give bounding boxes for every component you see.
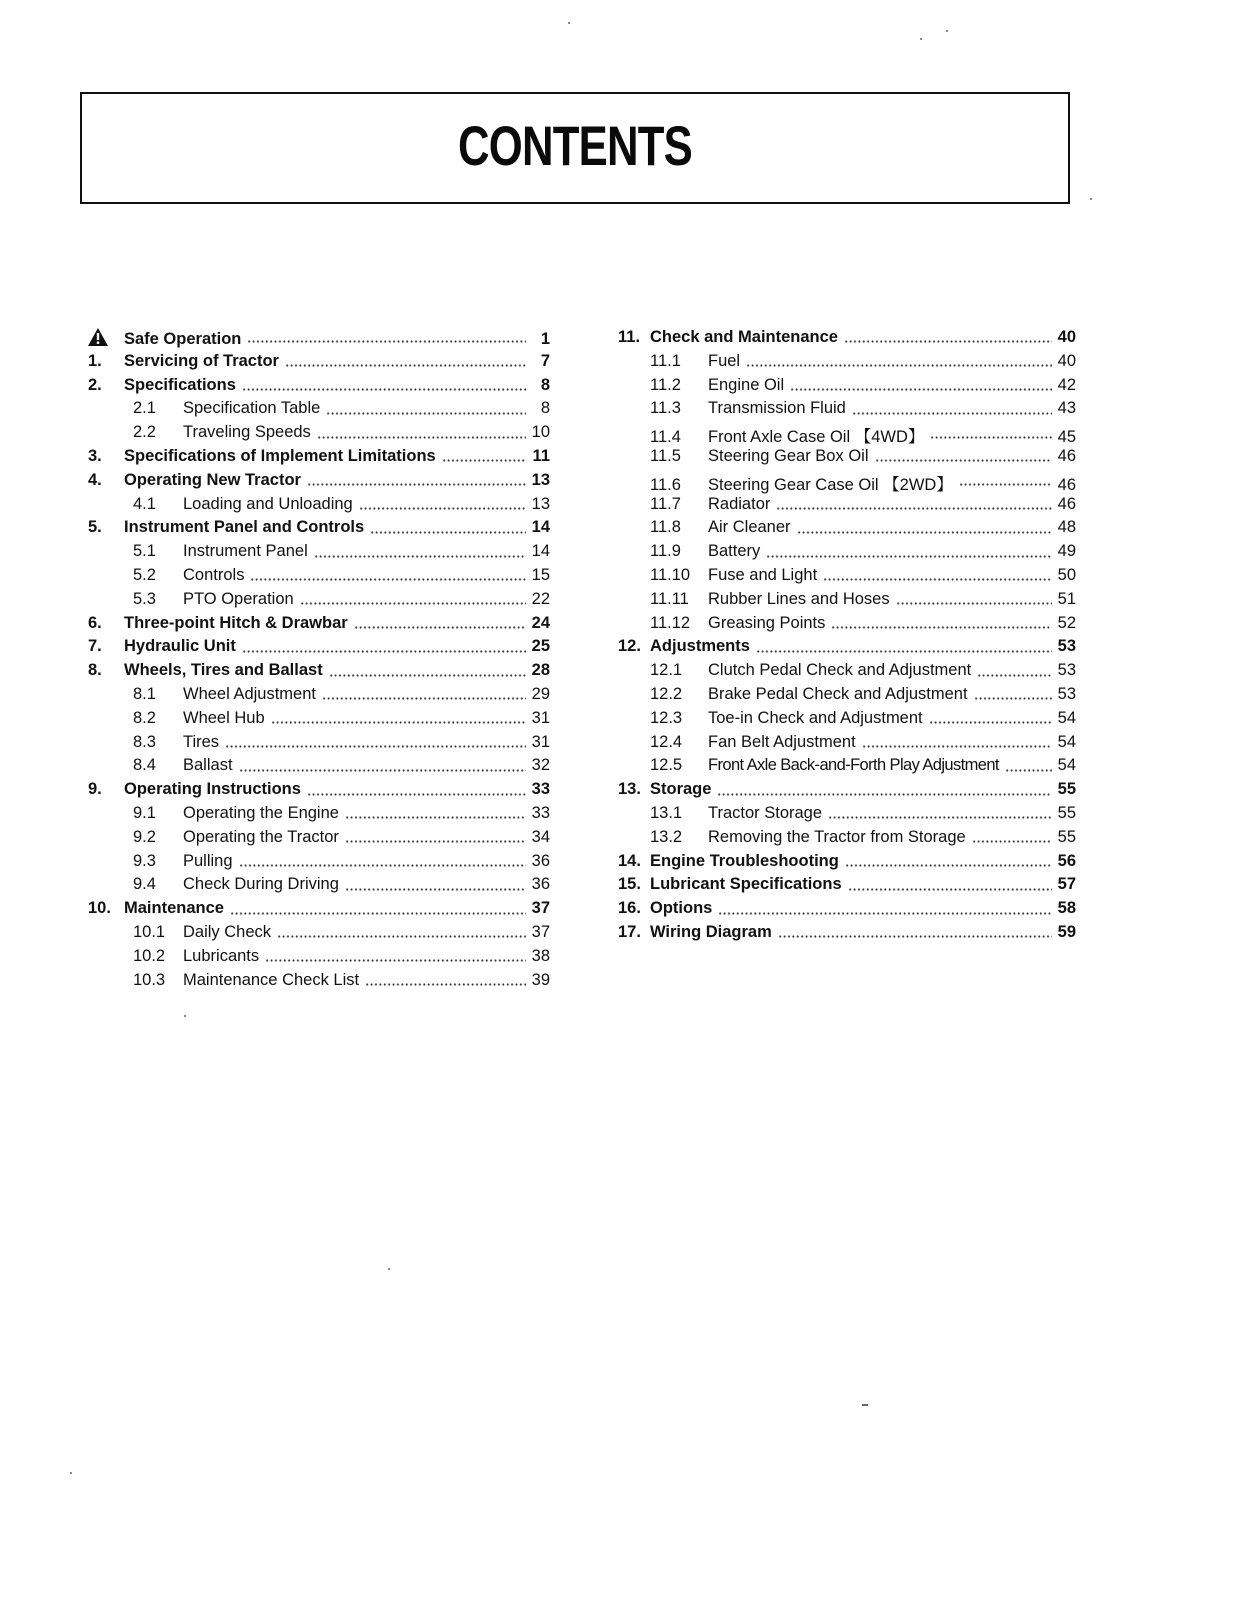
toc-section-entry[interactable] [618,447,1076,471]
warning-triangle-icon [88,328,124,349]
toc-entry-label: Check During Driving [183,875,339,894]
toc-entry-page-number: 46 [1057,446,1076,465]
toc-chapter-entry[interactable] [88,661,550,685]
toc-entry-number: 11.4 [650,428,681,447]
dot-leader [250,578,525,581]
toc-section-entry[interactable] [618,590,1076,614]
toc-entry-label: Operating Instructions [124,780,301,799]
toc-entry-label: Loading and Unloading [183,494,353,513]
toc-chapter-entry[interactable] [618,780,1076,804]
toc-entry-label: Adjustments [650,637,750,656]
toc-entry-page-number: 45 [1057,428,1076,447]
scan-speck [946,30,948,32]
toc-section-entry[interactable] [618,685,1076,709]
toc-entry-page-number: 55 [1057,803,1076,822]
toc-entry-page-number: 36 [531,851,550,870]
toc-entry-page-number: 8 [540,399,550,418]
toc-entry-number: 9.1 [133,803,156,822]
toc-chapter-entry[interactable] [88,471,550,495]
dot-leader [277,935,526,938]
toc-entry-label: Toe-in Check and Adjustment [708,708,923,727]
dot-leader [247,340,526,343]
toc-entry-number: 9.2 [133,827,156,846]
dot-leader [845,864,1052,867]
toc-section-entry[interactable] [88,566,550,590]
toc-entry-label: Instrument Panel [183,542,308,561]
toc-entry-number: 12. [618,637,641,656]
toc-entry-number: 11.8 [650,518,681,537]
toc-entry-page-number: 52 [1057,613,1076,632]
toc-section-entry[interactable] [88,709,550,733]
toc-entry-label: Servicing of Tractor [124,351,279,370]
toc-chapter-entry[interactable] [88,780,550,804]
toc-entry-page-number: 42 [1057,375,1076,394]
toc-section-entry[interactable] [618,566,1076,590]
dot-leader [317,436,526,439]
toc-entry-number: 8.4 [133,756,156,775]
toc-entry-label: Specification Table [183,399,321,418]
scan-speck [184,1015,186,1017]
toc-entry-label: Instrument Panel and Controls [124,518,365,537]
toc-entry-page-number: 40 [1057,351,1076,370]
dot-leader [242,388,526,391]
toc-entry-label: Steering Gear Case Oil 【2WD】 [708,475,953,494]
toc-entry-page-number: 46 [1057,475,1076,494]
toc-entry-label: Wiring Diagram [650,922,772,941]
toc-section-entry[interactable] [618,542,1076,566]
toc-entry-label: Fuse and Light [708,565,818,584]
toc-entry-label: Operating New Tractor [124,470,301,489]
toc-entry-number: 8. [88,661,102,680]
toc-section-entry[interactable] [618,828,1076,852]
toc-entry-page-number: 31 [531,732,550,751]
toc-entry-page-number: 14 [531,518,550,537]
toc-entry-label: Controls [183,565,245,584]
toc-chapter-entry[interactable] [618,899,1076,923]
toc-entry-label: Operating the Engine [183,803,339,822]
toc-entry-number: 17. [618,922,641,941]
dot-leader [875,459,1052,462]
toc-entry-number: 11. [618,328,641,346]
toc-entry-number: 11.12 [650,613,691,632]
scan-speck [862,1404,868,1406]
dot-leader [239,769,526,772]
toc-entry-number: 6. [88,613,102,632]
scan-speck [70,1472,72,1474]
toc-entry-number: 11.6 [650,475,681,494]
toc-entry-number: 15. [618,875,641,894]
dot-leader [718,912,1051,915]
toc-section-entry[interactable] [88,423,550,447]
toc-entry-number: 5.1 [133,542,156,561]
dot-leader [345,840,526,843]
dot-leader [265,959,526,962]
toc-section-entry[interactable] [618,661,1076,685]
toc-entry-label: Pulling [183,851,233,870]
toc-chapter-entry[interactable] [618,328,1076,352]
toc-entry-label: Storage [650,780,712,799]
toc-entry-label: Wheels, Tires and Ballast [124,661,323,680]
toc-entry-number: 11.2 [650,375,681,394]
toc-entry-page-number: 55 [1057,827,1076,846]
toc-entry-number: 10.1 [133,922,166,941]
toc-entry-label: Safe Operation [124,330,242,348]
toc-chapter-entry[interactable] [88,614,550,638]
dot-leader [848,888,1052,891]
toc-entry-label: PTO Operation [183,589,294,608]
dot-leader [1005,769,1052,772]
toc-entry-page-number: 33 [531,803,550,822]
scan-speck [1090,198,1092,200]
dot-leader [974,697,1052,700]
toc-entry-number: 12.1 [650,661,683,680]
toc-entry-number: 13. [618,780,641,799]
toc-chapter-entry[interactable] [618,852,1076,876]
toc-entry-page-number: 11 [532,446,550,465]
dot-leader [359,507,526,510]
toc-entry-number: 12.4 [650,732,683,751]
toc-entry-label: Fan Belt Adjustment [708,732,856,751]
toc-entry-page-number: 59 [1057,922,1076,941]
toc-chapter-entry[interactable] [618,923,1076,947]
dot-leader [778,935,1052,938]
toc-entry-page-number: 48 [1057,518,1076,537]
dot-leader [329,674,526,677]
toc-left-column [88,328,550,994]
dot-leader [322,697,526,700]
toc-entry-number: 12.3 [650,708,683,727]
dot-leader [345,816,526,819]
toc-entry-number: 2. [88,375,102,394]
dot-leader [756,650,1052,653]
toc-entry-number: 10.2 [133,946,166,965]
toc-entry-number: 11.7 [650,494,681,513]
toc-section-entry[interactable] [88,971,550,995]
toc-entry-number: 9.4 [133,875,156,894]
toc-entry-number: 13.1 [650,803,683,822]
toc-entry-page-number: 54 [1057,756,1076,775]
toc-entry-page-number: 58 [1057,899,1076,918]
toc-entry-number: 2.2 [133,423,156,442]
toc-entry-page-number: 14 [531,542,550,561]
toc-entry-page-number: 51 [1057,589,1076,608]
toc-entry-label: Check and Maintenance [650,328,838,346]
toc-entry-label: Tires [183,732,220,751]
toc-entry-page-number: 53 [1057,661,1076,680]
toc-entry-label: Wheel Adjustment [183,684,316,703]
dot-leader [307,793,526,796]
toc-section-entry[interactable] [88,923,550,947]
dot-leader [314,555,526,558]
toc-entry-page-number: 29 [531,684,550,703]
toc-section-entry[interactable] [618,733,1076,757]
toc-section-entry[interactable] [618,709,1076,733]
toc-entry-label: Greasing Points [708,613,826,632]
toc-entry-page-number: 10 [531,423,550,442]
toc-entry-label: Lubricant Specifications [650,875,842,894]
toc-entry-page-number: 40 [1057,328,1076,346]
toc-entry-page-number: 37 [531,899,550,918]
dot-leader [852,412,1052,415]
toc-entry-label: Battery [708,542,761,561]
toc-section-entry[interactable] [618,399,1076,423]
toc-entry-page-number: 55 [1057,780,1076,799]
dot-leader [766,555,1051,558]
dot-leader [797,531,1052,534]
toc-section-entry[interactable] [618,518,1076,542]
dot-leader [370,531,525,534]
toc-chapter-entry[interactable] [88,447,550,471]
toc-entry-label: Tractor Storage [708,803,823,822]
dot-leader [326,412,526,415]
toc-entry-label: Removing the Tractor from Storage [708,827,966,846]
toc-entry-number: 5.3 [133,589,156,608]
toc-entry-page-number: 31 [531,708,550,727]
toc-entry-label: Radiator [708,494,771,513]
toc-entry-number: 8.2 [133,708,156,727]
dot-leader [746,364,1052,367]
dot-leader [717,793,1051,796]
toc-entry-number: 10.3 [133,970,166,989]
toc-entry-label: Operating the Tractor [183,827,339,846]
toc-entry-number: 9. [88,780,102,799]
toc-entry-number: 2.1 [133,399,156,418]
toc-section-entry[interactable] [88,399,550,423]
toc-entry-label: Ballast [183,756,233,775]
toc-entry-number: 4.1 [133,494,156,513]
dot-leader [239,864,526,867]
dot-leader [776,507,1051,510]
toc-entry-label: Traveling Speeds [183,423,311,442]
toc-section-entry[interactable] [88,495,550,519]
toc-entry-number: 11.9 [650,542,681,561]
toc-entry-page-number: 28 [531,661,550,680]
toc-entry-label: Steering Gear Box Oil [708,446,869,465]
dot-leader [831,626,1051,629]
toc-entry-page-number: 50 [1057,565,1076,584]
toc-section-entry[interactable] [618,471,1076,495]
toc-entry-number: 8.3 [133,732,156,751]
toc-section-entry[interactable] [88,756,550,780]
toc-entry-number: 12.5 [650,756,683,775]
toc-section-entry[interactable] [618,804,1076,828]
toc-section-entry[interactable] [618,756,1076,780]
toc-section-entry[interactable] [88,804,550,828]
toc-section-entry[interactable] [88,828,550,852]
toc-entry-number: 13.2 [650,827,683,846]
toc-entry-number: 3. [88,446,102,465]
toc-entry-number: 11.5 [650,446,681,465]
toc-entry-label: Engine Oil [708,375,785,394]
toc-entry-label: Front Axle Back-and-Forth Play Adjustment [708,756,999,775]
toc-entry-number: 1. [88,351,102,370]
toc-entry-page-number: 53 [1057,684,1076,703]
dot-leader [959,483,1052,486]
dot-leader [823,578,1051,581]
toc-entry-number: 4. [88,470,102,489]
dot-leader [354,626,526,629]
toc-chapter-entry[interactable] [88,637,550,661]
toc-chapter-entry[interactable] [88,376,550,400]
toc-entry-page-number: 13 [531,494,550,513]
dot-leader [896,602,1052,605]
toc-section-entry[interactable] [88,685,550,709]
toc-entry-number: 11.3 [650,399,681,418]
toc-entry-page-number: 22 [531,589,550,608]
toc-entry-label: Air Cleaner [708,518,791,537]
toc-entry-page-number: 49 [1057,542,1076,561]
toc-entry-number: 8.1 [133,684,156,703]
toc-entry-page-number: 54 [1057,732,1076,751]
toc-entry-label: Maintenance Check List [183,970,360,989]
dot-leader [365,983,526,986]
toc-entry-number: 16. [618,899,641,918]
toc-section-entry[interactable] [618,423,1076,447]
toc-entry-label: Hydraulic Unit [124,637,236,656]
toc-section-entry[interactable] [88,947,550,971]
toc-entry-page-number: 36 [531,875,550,894]
toc-entry-page-number: 39 [531,970,550,989]
dot-leader [345,888,526,891]
toc-entry-page-number: 43 [1057,399,1076,418]
toc-entry-page-number: 56 [1057,851,1076,870]
toc-section-entry[interactable] [88,875,550,899]
toc-entry-label: Wheel Hub [183,708,265,727]
toc-chapter-entry[interactable] [618,637,1076,661]
toc-entry-label: Transmission Fluid [708,399,846,418]
dot-leader [442,459,526,462]
toc-entry-page-number: 37 [531,922,550,941]
toc-entry-page-number: 57 [1057,875,1076,894]
toc-entry-label: Brake Pedal Check and Adjustment [708,684,968,703]
toc-entry-number: 5. [88,518,102,537]
toc-section-entry[interactable] [88,733,550,757]
toc-entry-page-number: 13 [531,470,550,489]
dot-leader [271,721,526,724]
dot-leader [790,388,1052,391]
toc-entry-page-number: 38 [531,946,550,965]
toc-section-entry[interactable] [618,614,1076,638]
dot-leader [828,816,1052,819]
toc-entry-page-number: 24 [531,613,550,632]
dot-leader [930,436,1051,439]
toc-entry-number: 5.2 [133,565,156,584]
toc-chapter-entry[interactable] [88,328,550,352]
scan-speck [388,1268,390,1270]
toc-entry-page-number: 34 [531,827,550,846]
toc-entry-label: Clutch Pedal Check and Adjustment [708,661,972,680]
toc-entry-number: 7. [88,637,102,656]
toc-entry-label: Three-point Hitch & Drawbar [124,613,348,632]
dot-leader [230,912,526,915]
dot-leader [300,602,526,605]
toc-chapter-entry[interactable] [88,518,550,542]
toc-entry-label: Specifications [124,375,236,394]
toc-section-entry[interactable] [618,495,1076,519]
scan-speck [568,22,570,24]
toc-entry-number: 9.3 [133,851,156,870]
toc-entry-label: Lubricants [183,946,260,965]
dot-leader [307,483,526,486]
toc-section-entry[interactable] [618,352,1076,376]
dot-leader [225,745,526,748]
toc-entry-page-number: 46 [1057,494,1076,513]
toc-entry-label: Maintenance [124,899,224,918]
dot-leader [844,340,1052,343]
toc-chapter-entry[interactable] [618,875,1076,899]
toc-right-column [618,328,1076,947]
toc-entry-number: 11.10 [650,565,691,584]
contents-title-box [80,92,1070,204]
toc-entry-page-number: 33 [531,780,550,799]
toc-entry-label: Options [650,899,713,918]
toc-entry-page-number: 8 [540,375,550,394]
dot-leader [242,650,526,653]
dot-leader [929,721,1052,724]
toc-entry-page-number: 53 [1057,637,1076,656]
toc-entry-number: 11.1 [650,351,681,370]
toc-section-entry[interactable] [88,590,550,614]
dot-leader [972,840,1052,843]
toc-entry-label: Daily Check [183,922,272,941]
dot-leader [285,364,526,367]
toc-section-entry[interactable] [618,376,1076,400]
toc-entry-page-number: 15 [531,565,550,584]
toc-entry-label: Specifications of Implement Limitations [124,446,436,465]
toc-entry-number: 14. [618,851,641,870]
toc-chapter-entry[interactable] [88,899,550,923]
dot-leader [977,674,1051,677]
toc-entry-page-number: 1 [540,330,550,348]
toc-entry-label: Fuel [708,351,741,370]
toc-entry-page-number: 54 [1057,708,1076,727]
toc-section-entry[interactable] [88,542,550,566]
toc-entry-label: Front Axle Case Oil 【4WD】 [708,428,925,447]
toc-section-entry[interactable] [88,852,550,876]
toc-entry-label: Rubber Lines and Hoses [708,589,890,608]
toc-entry-number: 11.11 [650,589,689,608]
toc-chapter-entry[interactable] [88,352,550,376]
page-title: CONTENTS [458,113,692,177]
toc-entry-label: Engine Troubleshooting [650,851,839,870]
toc-entry-page-number: 25 [531,637,550,656]
toc-entry-number: 12.2 [650,684,683,703]
dot-leader [862,745,1052,748]
toc-entry-number: 10. [88,899,111,918]
scan-speck [920,38,922,40]
toc-entry-page-number: 32 [531,756,550,775]
toc-entry-page-number: 7 [540,351,550,370]
